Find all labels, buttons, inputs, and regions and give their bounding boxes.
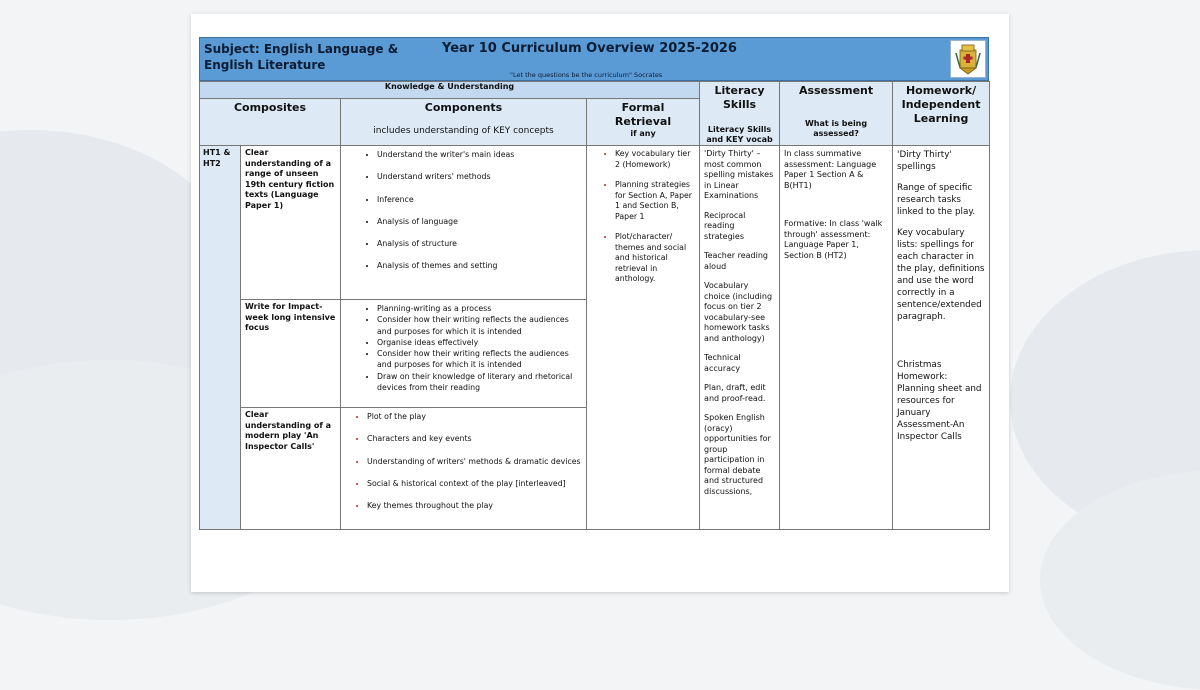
composites-header: Composites	[200, 98, 341, 145]
components-cell	[341, 300, 587, 408]
homework-header: Homework/ Independent Learning	[893, 82, 990, 146]
list-item: Technical accuracy	[704, 353, 741, 373]
composite-title: Clear understanding of a range of unseen 19th century fiction texts (Language Paper 1)	[241, 146, 341, 300]
literacy-cell	[700, 146, 780, 530]
formal-retrieval-header: Formal Retrieval if any	[587, 98, 700, 145]
title-bar	[199, 37, 989, 81]
homework-cell	[893, 146, 990, 530]
list-item: • Characters and key events	[367, 433, 582, 444]
components-list	[341, 146, 586, 285]
list-item: • Consider how their writing reflects the audiences and purposes for which it is intended	[377, 348, 582, 371]
assessment-cell	[780, 146, 893, 530]
list-item: Reciprocal reading strategies	[704, 210, 746, 241]
list-item: 'Dirty Thirty' – most common spelling mistakes in Linear Examinations	[704, 149, 774, 200]
composite-title: Clear understanding of a modern play 'An Inspector Calls'	[241, 408, 341, 530]
list-item: • Understand writers' methods	[377, 171, 582, 182]
composite-title: Write for Impact- week long intensive focus	[241, 300, 341, 408]
list-item: Vocabulary choice (including focus on tier 2 vocabulary-see homework tasks and anthology)	[704, 281, 773, 343]
list-item: Spoken English (oracy) opportunities for group participation in formal debate and structured discussions,	[704, 413, 771, 496]
subject-label: Subject: English Language & English Literature	[204, 42, 399, 72]
components-list	[341, 408, 586, 524]
assessment-list	[780, 146, 892, 273]
knowledge-band-header: Knowledge & Understanding	[200, 82, 700, 99]
retrieval-list	[587, 146, 699, 297]
list-item: • Plot of the play	[367, 411, 582, 422]
term-label: HT1 & HT2	[200, 146, 241, 530]
literacy-list	[700, 146, 779, 509]
curriculum-table	[199, 81, 990, 530]
list-item: • Social & historical context of the play [interleaved]	[367, 478, 582, 489]
components-cell	[341, 408, 587, 530]
curriculum-sheet	[199, 37, 989, 530]
list-item: • Analysis of themes and setting	[377, 260, 582, 271]
list-item: In class summative assessment: Language Paper 1 Section A & B(HT1)	[784, 149, 877, 190]
list-item: Key vocabulary lists: spellings for each character in the play, definitions and use the word correctly in a sentence/extended paragraph.	[897, 228, 985, 322]
formal-retrieval-cell	[587, 146, 700, 530]
components-cell	[341, 146, 587, 300]
homework-list	[893, 146, 989, 455]
socrates-quote: "Let the questions be the curriculum" Socrates	[510, 71, 663, 79]
list-item: Christmas Homework: Planning sheet and resources for January Assessment-An Inspector Calls	[897, 360, 982, 442]
list-item: • Planning-writing as a process	[377, 303, 582, 314]
list-item: • Understand the writer's main ideas	[377, 149, 582, 160]
components-list	[341, 300, 586, 395]
list-item: • Understanding of writers' methods & dramatic devices	[367, 456, 582, 467]
list-item: • Inference	[377, 194, 582, 205]
list-item: Teacher reading aloud	[704, 251, 769, 271]
document-page	[191, 14, 1009, 592]
literacy-header: Literacy Skills Literacy Skills and KEY vocab	[700, 82, 780, 146]
list-item: • Analysis of structure	[377, 238, 582, 249]
list-item: • Key themes throughout the play	[367, 500, 582, 511]
list-item: • Consider how their writing reflects the audiences and purposes for which it is intended	[377, 314, 582, 337]
list-item: • Key vocabulary tier 2 (Homework)	[615, 149, 695, 170]
list-item: • Planning strategies for Section A, Paper 1 and Section B, Paper 1	[615, 180, 695, 222]
document-title: Year 10 Curriculum Overview 2025-2026	[442, 41, 737, 56]
list-item: • Draw on their knowledge of literary and rhetorical devices from their reading	[377, 371, 582, 394]
school-crest-icon	[950, 40, 986, 78]
list-item: 'Dirty Thirty' spellings	[897, 150, 952, 172]
components-header: Components includes understanding of KEY concepts	[341, 98, 587, 145]
assessment-header: Assessment What is being assessed?	[780, 82, 893, 146]
list-item: • Analysis of language	[377, 216, 582, 227]
list-item: • Organise ideas effectively	[377, 337, 582, 348]
list-item: Range of specific research tasks linked to the play.	[897, 183, 976, 217]
list-item: Plan, draft, edit and proof-read.	[704, 383, 766, 403]
list-item: Formative: In class 'walk through' assessment: Language Paper 1, Section B (HT2)	[784, 219, 883, 260]
list-item: • Plot/character/ themes and social and historical retrieval in anthology.	[615, 232, 695, 285]
